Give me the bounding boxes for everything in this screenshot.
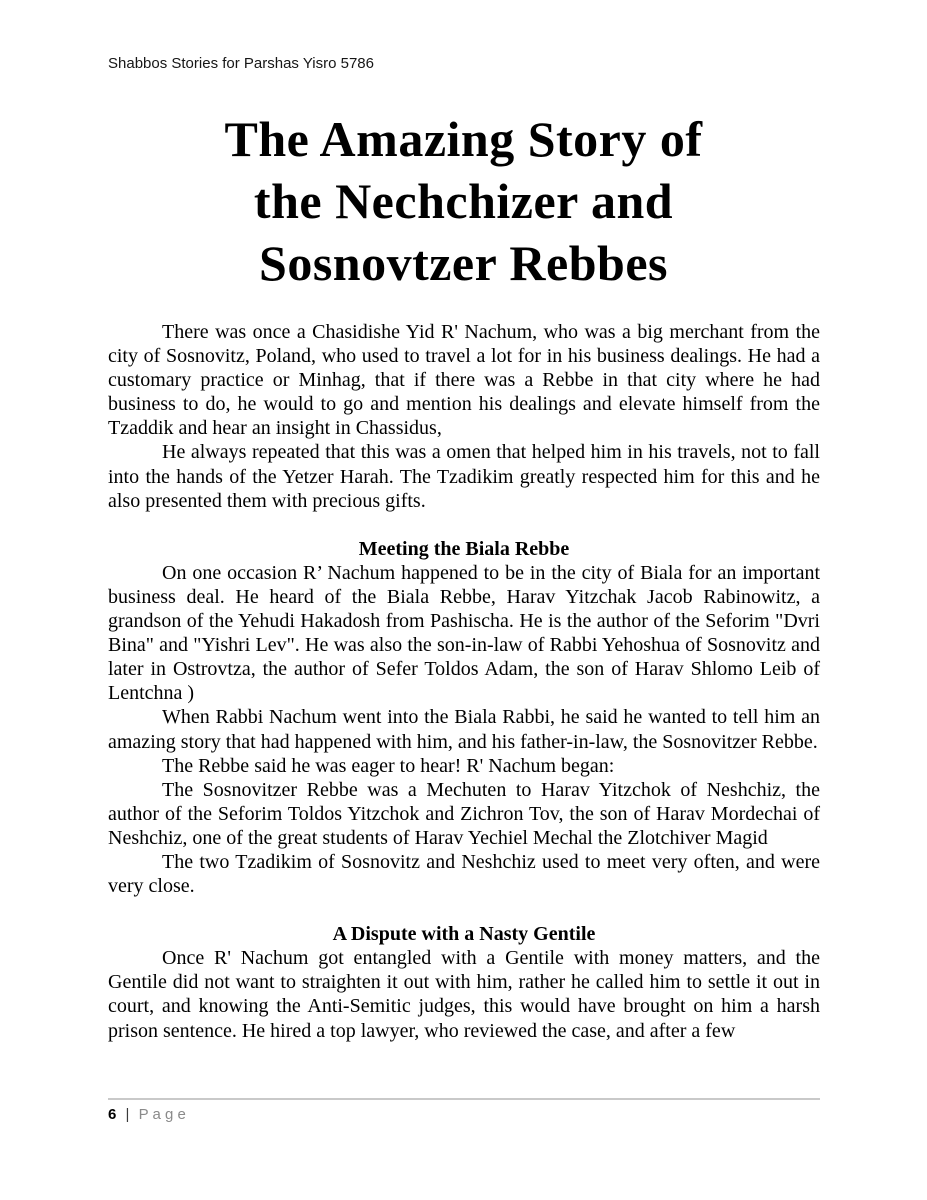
paragraph-eager-to-hear: The Rebbe said he was eager to hear! R' Nachum began:	[162, 754, 615, 777]
footer-page-word: P a g e	[138, 1106, 186, 1123]
document-title	[0, 108, 927, 294]
paragraph-intro: There was once a Chasidishe Yid R' Nachum, who was a big merchant from the city of Sosnovitz, Poland, who used to travel a lot for in his business dealings. He had a customary practice or Minhag, that if there was a Rebbe in that city where he had business to do, he would to go and mention his dealings and elevate himself from the Tzaddik and hear an insight in Chassidus,	[108, 321, 820, 440]
section-heading-dispute: A Dispute with a Nasty Gentile	[332, 923, 596, 946]
footer-separator: |	[125, 1106, 130, 1123]
page-footer	[108, 1106, 186, 1123]
document-body	[108, 320, 820, 1043]
footer-divider	[108, 1098, 820, 1100]
paragraph-went-into-rabbi: When Rabbi Nachum went into the Biala Rabbi, he said he wanted to tell him an amazing story that had happened with him, and his father-in-law, the Sosnovitzer Rebbe.	[108, 706, 820, 753]
title-line-1: The Amazing Story of	[224, 111, 703, 167]
document-header: Shabbos Stories for Parshas Yisro 5786	[108, 55, 374, 72]
page-number: 6	[108, 1106, 117, 1123]
title-line-2: the Nechchizer and	[253, 173, 674, 229]
paragraph-dispute: Once R' Nachum got entangled with a Gentile with money matters, and the Gentile did not want to straighten it out with him, rather he called him to settle it out in court, and knowing the Anti-Semitic judges, this would have brought on him a harsh prison sentence. He hired a top lawyer, who reviewed the case, and after a few	[108, 947, 820, 1042]
title-line-3: Sosnovtzer Rebbes	[259, 235, 668, 291]
paragraph-omen: He always repeated that this was a omen that helped him in his travels, not to fall into the hands of the Yetzer Harah. The Tzadikim greatly respected him for this and he also presented them with precious gifts.	[108, 441, 820, 512]
paragraph-two-tzadikim: The two Tzadikim of Sosnovitz and Neshchiz used to meet very often, and were very close.	[108, 850, 820, 898]
section-heading-biala: Meeting the Biala Rebbe	[358, 537, 570, 560]
paragraph-biala-rebbe: On one occasion R’ Nachum happened to be in the city of Biala for an important business deal. He heard of the Biala Rebbe, Harav Yitzchak Jacob Rabinowitz, a grandson of the Yehudi Hakadosh from Pashischa. He is the author of the Seforim "Dvri Bina" and "Yishri Lev". He was also the son-in-law of Rabbi Yehoshua of Sosnovitz and later in Ostrovtza, the author of Sefer Toldos Adam, the son of Harav Shlomo Leib of Lentchna )	[108, 561, 820, 705]
paragraph-mechuten: The Sosnovitzer Rebbe was a Mechuten to Harav Yitzchok of Neshchiz, the author of the Seforim Toldos Yitzchok and Zichron Tov, the son of Harav Mordechai of Neshchiz, one of the great students of Harav Yechiel Mechal the Zlotchiver Magid	[108, 778, 820, 849]
